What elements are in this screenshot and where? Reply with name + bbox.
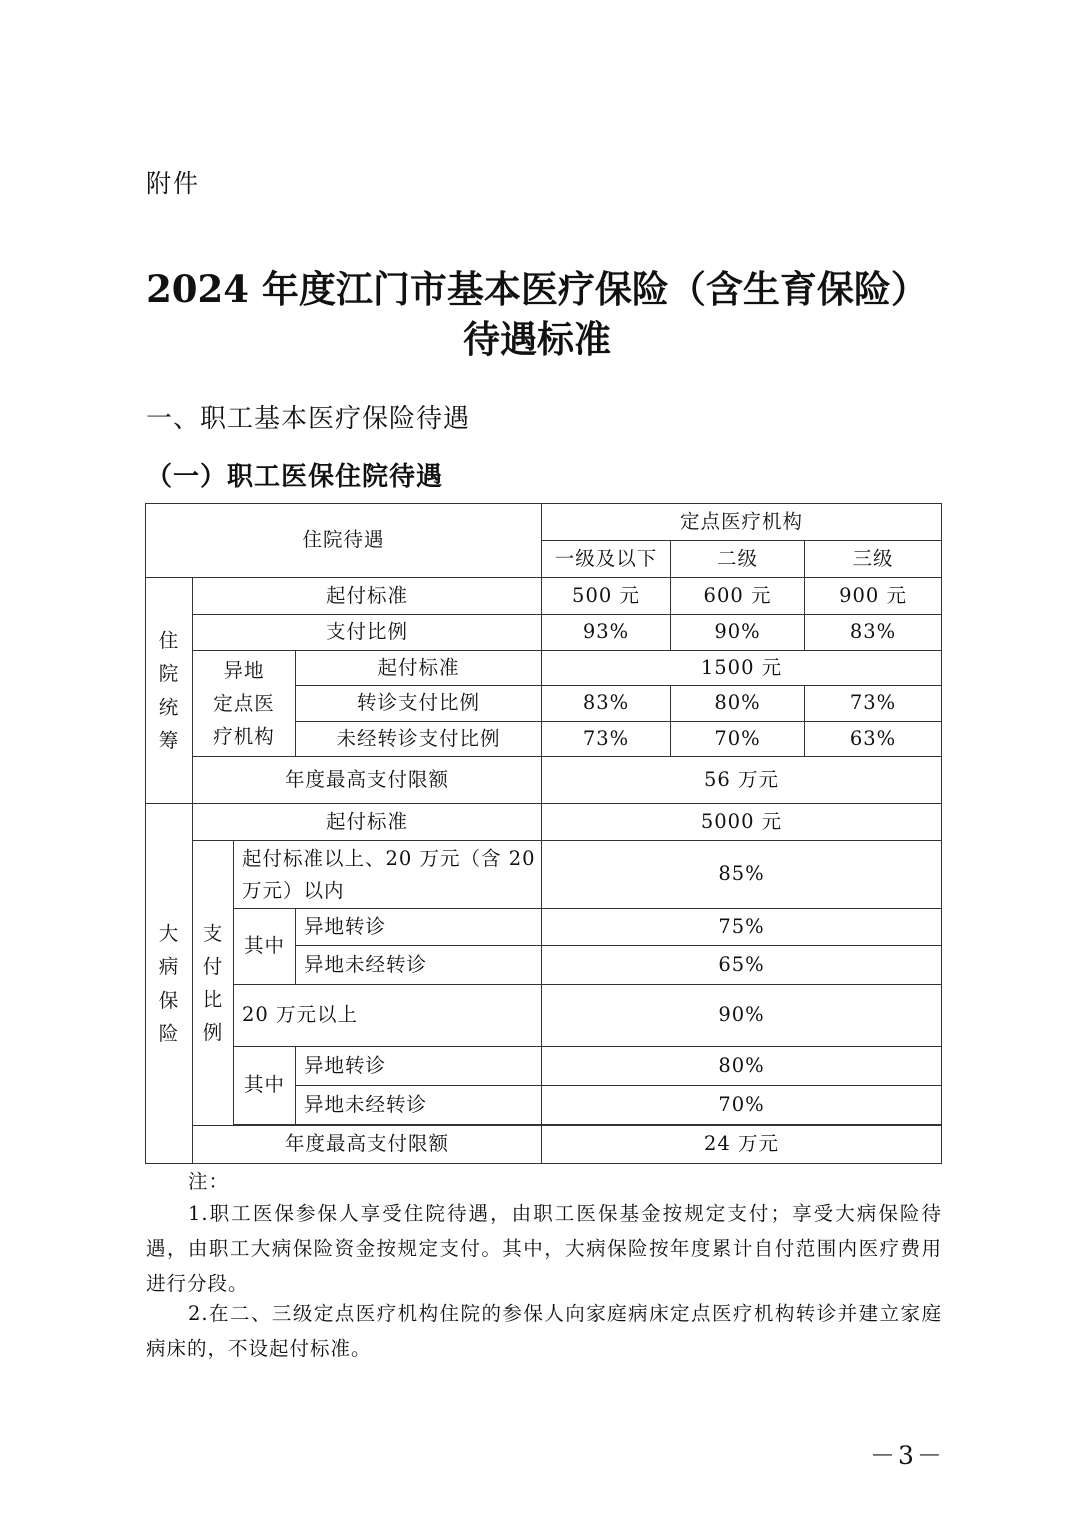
page-number: －3－ bbox=[870, 1441, 945, 1470]
document-title-line2: 待遇标准 bbox=[463, 317, 611, 361]
tier1-nonreferral-label: 异地未经转诊 bbox=[296, 946, 542, 985]
group-remote-institutions: 异地 定点医 疗机构 bbox=[193, 651, 296, 757]
tier1-referral-label: 异地转诊 bbox=[296, 909, 542, 946]
header-level-1: 一级及以下 bbox=[542, 541, 671, 578]
hosp-ratio-l2: 90% bbox=[671, 615, 805, 651]
header-designated-institutions: 定点医疗机构 bbox=[542, 504, 942, 541]
note-2: 2.在二、三级定点医疗机构住院的参保人向家庭病床定点医疗机构转诊并建立家庭病床的，不设起付标准。 bbox=[146, 1302, 942, 1360]
tier2-label: 20 万元以上 bbox=[234, 985, 542, 1047]
header-level-2: 二级 bbox=[671, 541, 805, 578]
document-title-line1: 2024 年度江门市基本医疗保险（含生育保险） bbox=[146, 267, 928, 311]
among-label-1: 其中 bbox=[234, 909, 296, 985]
hosp-ratio-l1: 93% bbox=[542, 615, 671, 651]
tier2-nonreferral-label: 异地未经转诊 bbox=[296, 1086, 542, 1125]
major-deductible-label: 起付标准 bbox=[193, 804, 542, 841]
remote-nonreferral-label: 未经转诊支付比例 bbox=[296, 722, 542, 757]
hosp-deductible-l1: 500 元 bbox=[542, 578, 671, 615]
remote-nonreferral-l2: 70% bbox=[671, 722, 805, 757]
attachment-label: 附件 bbox=[146, 169, 201, 198]
remote-referral-label: 转诊支付比例 bbox=[296, 686, 542, 722]
benefits-table bbox=[145, 503, 942, 1164]
major-annual-max-value: 24 万元 bbox=[542, 1126, 942, 1164]
note-1: 1.职工医保参保人享受住院待遇，由职工医保基金按规定支付；享受大病保险待遇，由职工大病保险资金按规定支付。其中，大病保险按年度累计自付范围内医疗费用进行分段。 bbox=[146, 1202, 942, 1295]
tier1-value: 85% bbox=[542, 841, 942, 909]
remote-nonreferral-l1: 73% bbox=[542, 722, 671, 757]
hosp-annual-max-label: 年度最高支付限额 bbox=[193, 757, 542, 804]
group-hospital-pooling: 住 院 统 筹 bbox=[146, 578, 193, 804]
hosp-deductible-l2: 600 元 bbox=[671, 578, 805, 615]
tier2-referral-label: 异地转诊 bbox=[296, 1047, 542, 1086]
hosp-ratio-label: 支付比例 bbox=[193, 615, 542, 651]
remote-referral-l3: 73% bbox=[805, 686, 942, 722]
major-annual-max-label: 年度最高支付限额 bbox=[193, 1126, 542, 1164]
header-level-3: 三级 bbox=[805, 541, 942, 578]
tier2-nonreferral-value: 70% bbox=[542, 1086, 942, 1125]
remote-deductible-value: 1500 元 bbox=[542, 651, 942, 686]
remote-referral-l1: 83% bbox=[542, 686, 671, 722]
tier1-nonreferral-value: 65% bbox=[542, 946, 942, 985]
tier2-value: 90% bbox=[542, 985, 942, 1047]
remote-referral-l2: 80% bbox=[671, 686, 805, 722]
section-heading: 一、职工基本医疗保险待遇 bbox=[146, 404, 471, 434]
subsection-heading: （一）职工医保住院待遇 bbox=[146, 462, 444, 492]
tier1-referral-value: 75% bbox=[542, 909, 942, 946]
hosp-deductible-label: 起付标准 bbox=[193, 578, 542, 615]
remote-nonreferral-l3: 63% bbox=[805, 722, 942, 757]
major-deductible-value: 5000 元 bbox=[542, 804, 942, 841]
tier1-label: 起付标准以上、20 万元（含 20 万元）以内 bbox=[234, 841, 542, 909]
hosp-ratio-l3: 83% bbox=[805, 615, 942, 651]
notes-title: 注： bbox=[188, 1170, 230, 1193]
hosp-deductible-l3: 900 元 bbox=[805, 578, 942, 615]
group-major-illness: 大 病 保 险 bbox=[146, 804, 193, 1164]
hosp-annual-max-value: 56 万元 bbox=[542, 757, 942, 804]
tier2-referral-value: 80% bbox=[542, 1047, 942, 1086]
header-inpatient-benefits: 住院待遇 bbox=[146, 504, 542, 578]
remote-deductible-label: 起付标准 bbox=[296, 651, 542, 686]
pay-ratio-label: 支 付 比 例 bbox=[193, 841, 234, 1126]
among-label-2: 其中 bbox=[234, 1047, 296, 1125]
